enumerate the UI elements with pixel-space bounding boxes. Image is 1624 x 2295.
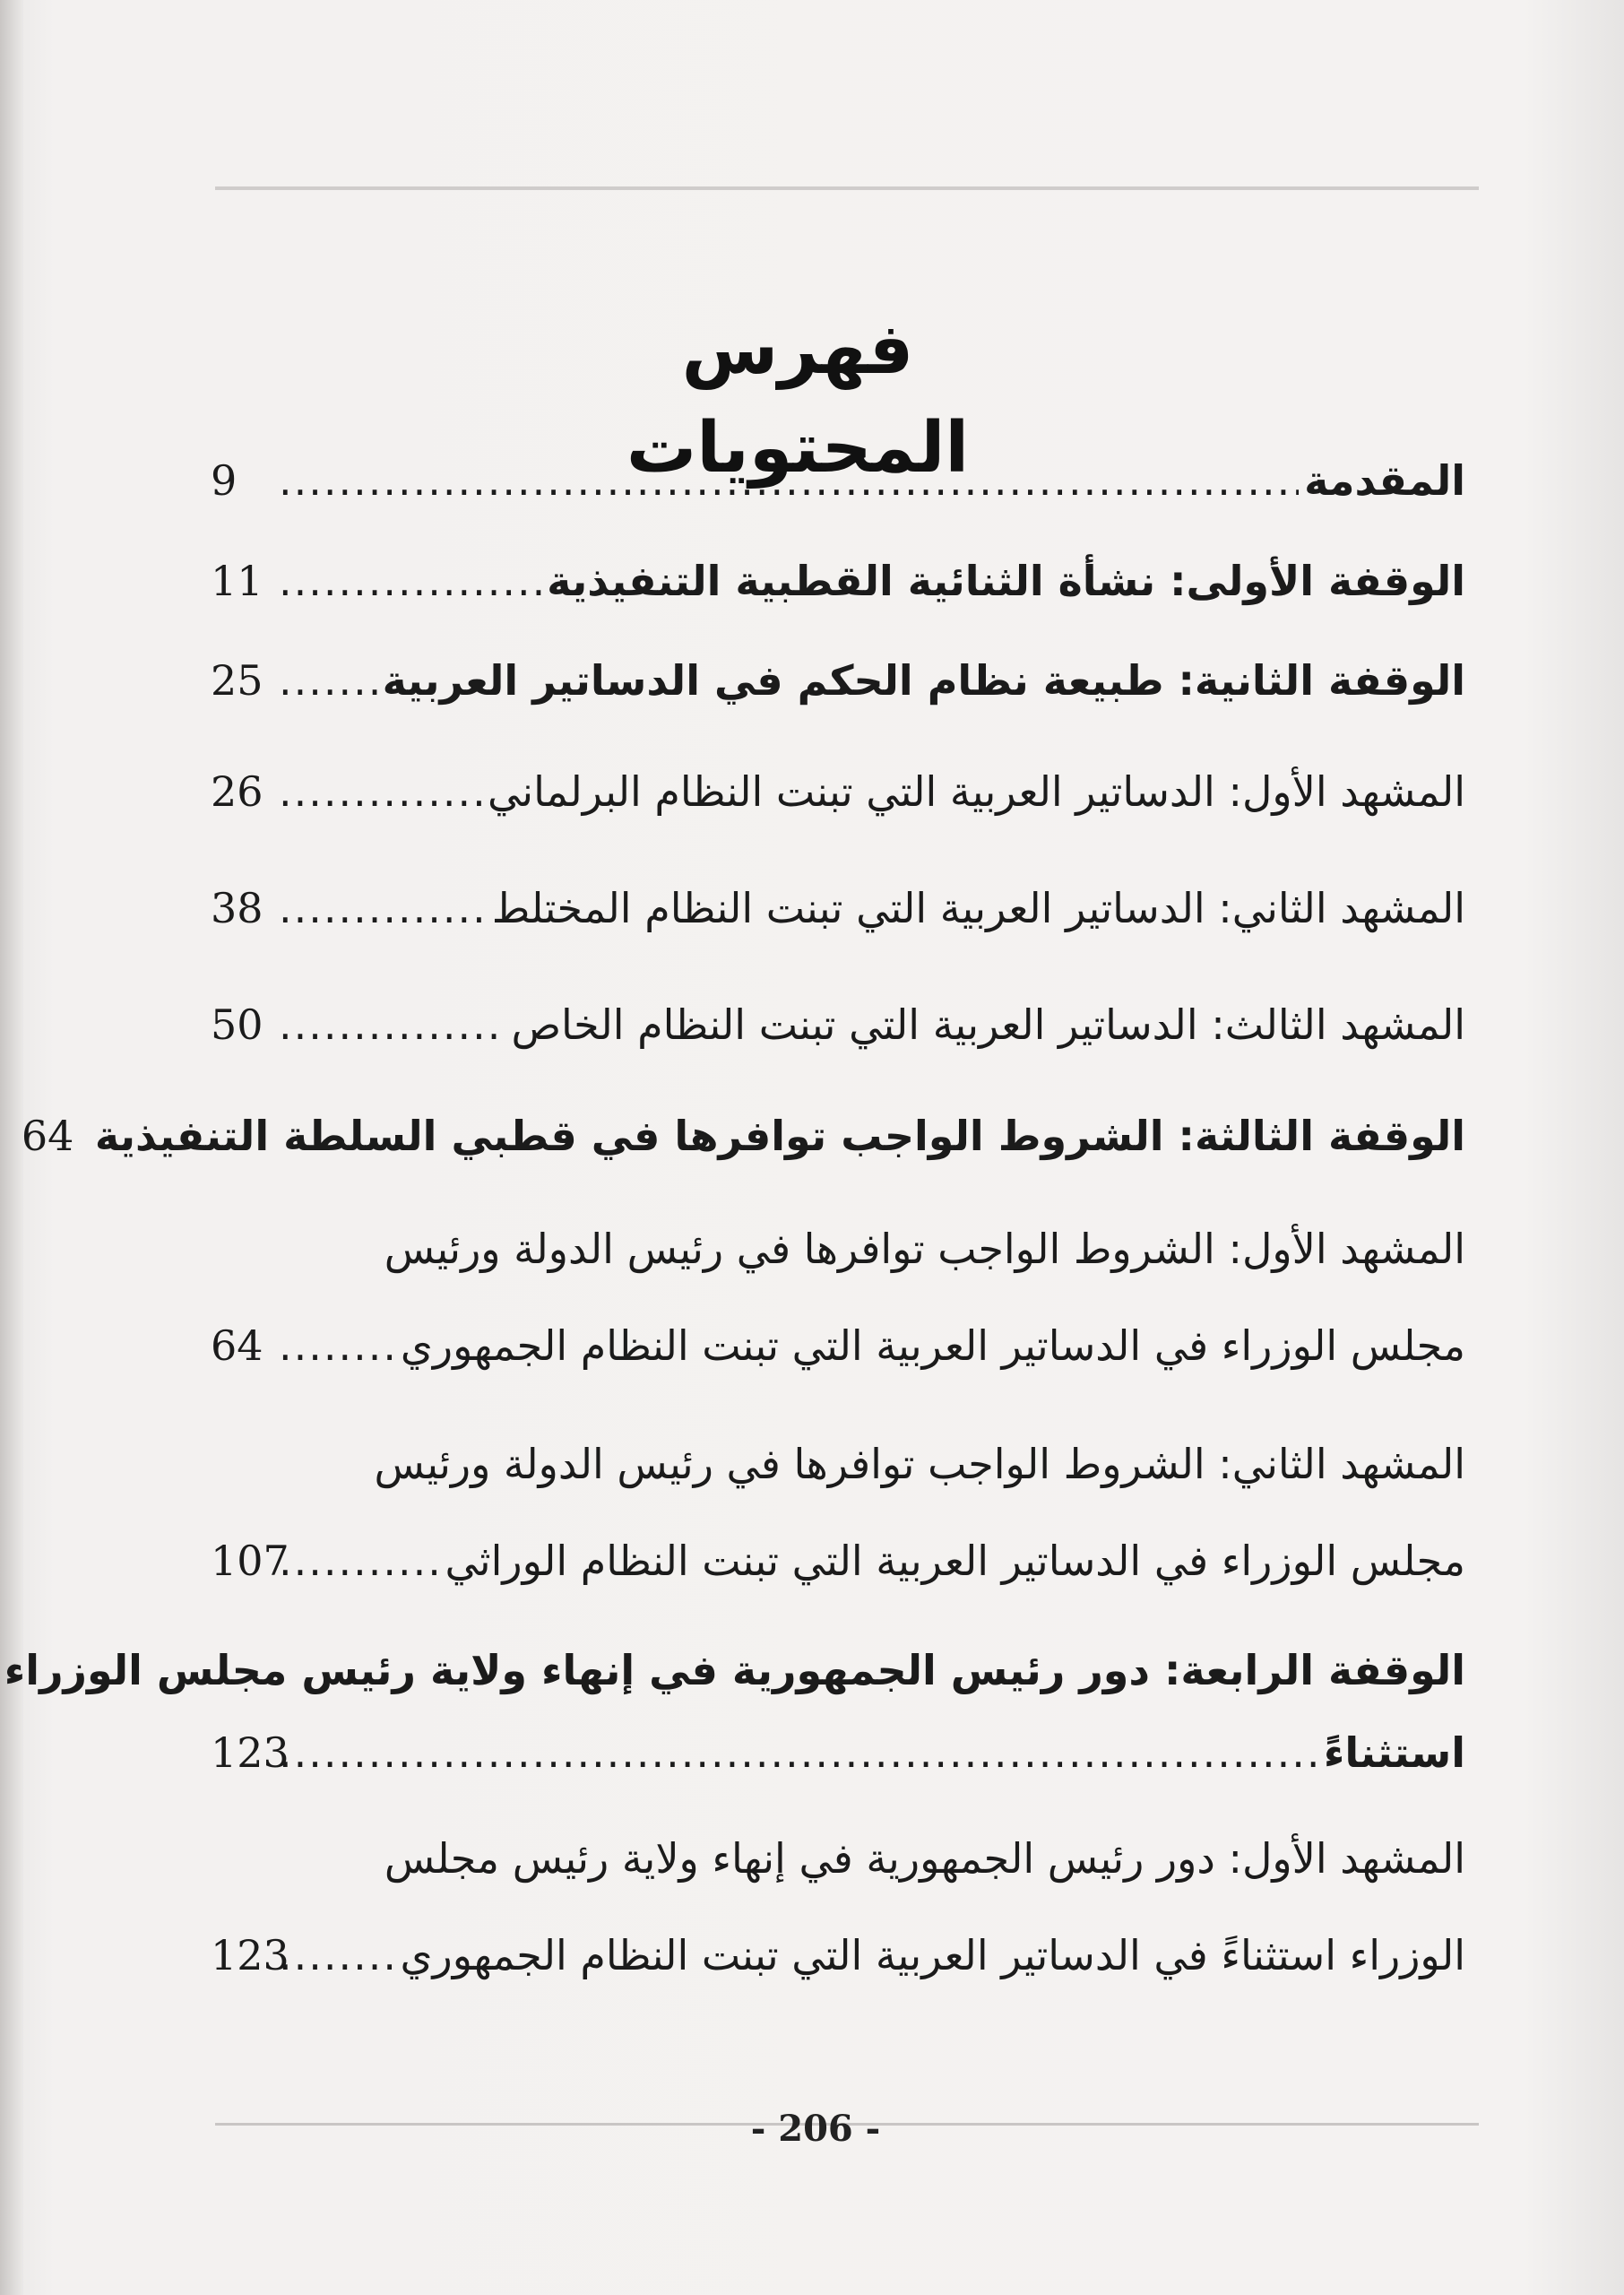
toc-entry-label: الوقفة الثانية: طبيعة نظام الحكم في الدساتير العربية (382, 656, 1465, 705)
toc-entry-label: مجلس الوزراء في الدساتير العربية التي تبنت النظام الجمهوري (400, 1321, 1465, 1370)
toc-entry-section-3 (21, 1108, 1465, 1164)
toc-entry-label: المقدمة (1304, 456, 1465, 505)
toc-page-number: 38 (211, 884, 263, 932)
toc-entry-subsection-4-1-line-1: المشهد الأول: دور رئيس الجمهورية في إنهاء ولاية رئيس مجلس (384, 1834, 1465, 1883)
toc-page-number: 50 (211, 1000, 263, 1049)
toc-entry-subsection-2-3 (211, 997, 1465, 1052)
leader-dots (279, 1725, 1318, 1780)
leader-dots (279, 764, 482, 819)
toc-entry-subsection-3-2-line-1: المشهد الثاني: الشروط الواجب توافرها في رئيس الدولة ورئيس (374, 1440, 1465, 1488)
toc-entry-label: استثناءً (1323, 1728, 1465, 1777)
toc-page-number: 11 (211, 557, 263, 605)
toc-entry-section-4 (211, 1725, 1465, 1780)
toc-entry-label: الوقفة الثالثة: الشروط الواجب توافرها في قطبي السلطة التنفيذية (94, 1112, 1465, 1160)
toc-entry-label: المشهد الثاني: الدساتير العربية التي تبنت النظام المختلط (491, 884, 1465, 932)
page-spine-shadow (0, 0, 23, 2295)
toc-entry-subsection-3-2 (211, 1533, 1465, 1589)
toc-page-number: 26 (211, 767, 263, 816)
leader-dots (279, 453, 1299, 508)
toc-page-number: 9 (211, 456, 238, 505)
toc-entry-section-1 (211, 553, 1465, 609)
page-title: فهرس المحتويات (626, 309, 970, 489)
leader-dots (279, 997, 505, 1052)
show-through-header-rule (215, 134, 1479, 190)
toc-entry-label: المشهد الثالث: الدساتير العربية التي تبنت النظام الخاص (511, 1000, 1465, 1049)
leader-dots (279, 880, 487, 936)
toc-entry-label: المشهد الأول: الدساتير العربية التي تبنت النظام البرلماني (487, 767, 1465, 816)
toc-entry-section-4-line-1: الوقفة الرابعة: دور رئيس الجمهورية في إنهاء ولاية رئيس مجلس الوزراء (4, 1646, 1465, 1694)
toc-entry-subsection-3-1-line-1: المشهد الأول: الشروط الواجب توافرها في رئيس الدولة ورئيس (384, 1225, 1465, 1273)
toc-entry-subsection-2-1 (211, 764, 1465, 819)
toc-page-number: 107 (211, 1537, 289, 1585)
leader-dots (279, 1533, 439, 1589)
toc-page-number: 123 (211, 1931, 289, 1979)
leader-dots (279, 653, 377, 708)
toc-entry-introduction (211, 453, 1465, 508)
toc-entry-subsection-2-2 (211, 880, 1465, 936)
leader-dots (279, 1927, 394, 1983)
toc-page-number: 25 (211, 656, 263, 705)
toc-entry-subsection-4-1 (211, 1927, 1465, 1983)
toc-entry-label: الوقفة الأولى: نشأة الثنائية القطبية التنفيذية (547, 557, 1465, 605)
leader-dots (279, 1318, 395, 1373)
toc-entry-subsection-3-1 (211, 1318, 1465, 1373)
toc-page-number: 64 (211, 1321, 263, 1370)
toc-page-number: 123 (211, 1728, 289, 1777)
page-number-footer: - 206 - (750, 2108, 881, 2150)
toc-entry-label: الوزراء استثناءً في الدساتير العربية التي تبنت النظام الجمهوري (400, 1931, 1465, 1979)
toc-entry-label: مجلس الوزراء في الدساتير العربية التي تبنت النظام الوراثي (445, 1537, 1465, 1585)
leader-dots (279, 553, 541, 609)
toc-entry-section-2 (211, 653, 1465, 708)
toc-page-number: 64 (21, 1112, 74, 1160)
